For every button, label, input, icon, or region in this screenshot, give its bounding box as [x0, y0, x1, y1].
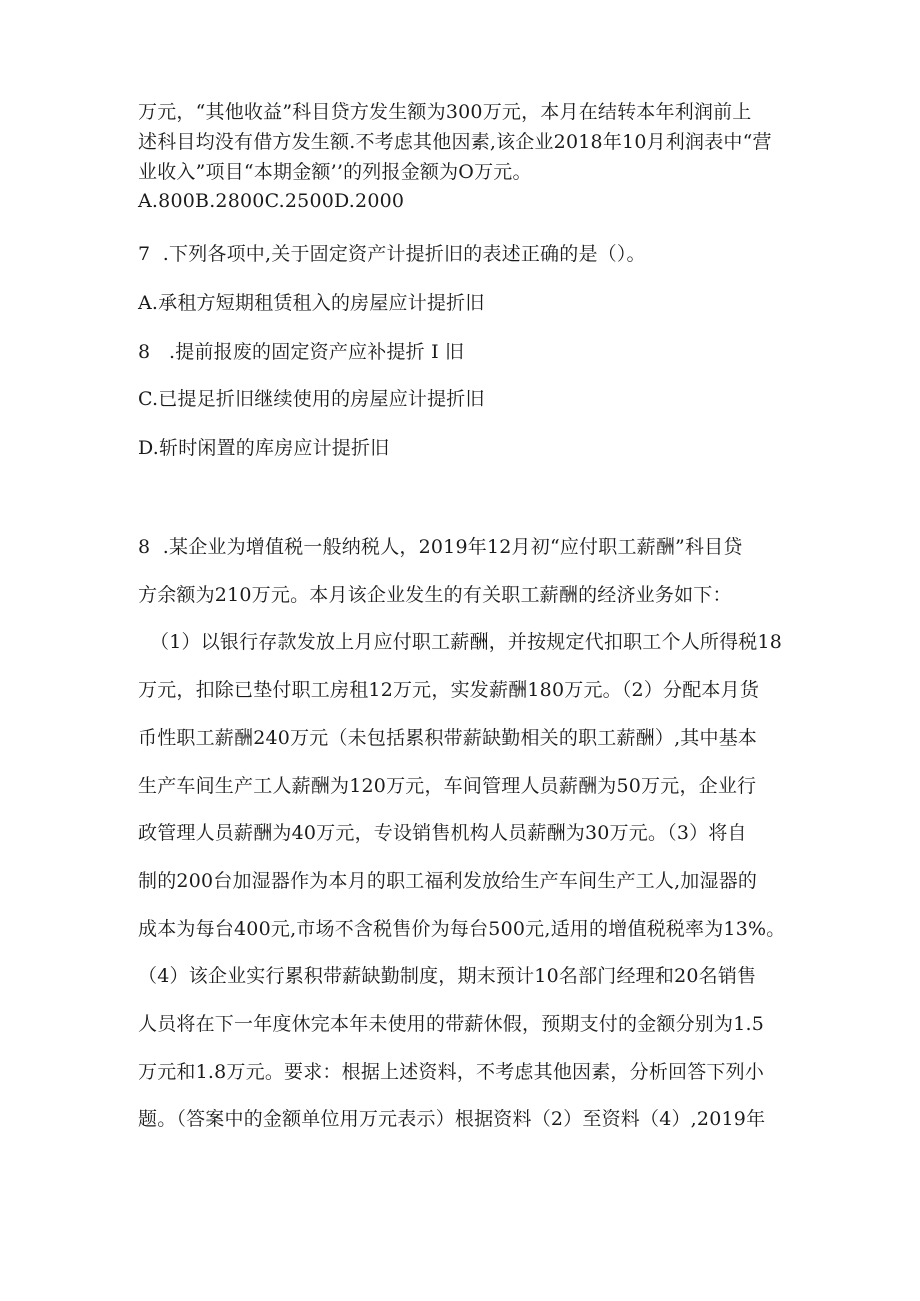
question-8-line-4: 万元，扣除已垫付职工房租12万元，实发薪酬180万元。（2）分配本月货: [138, 679, 760, 701]
question-8-line-9: 成本为每台400元,市场不含税售价为每台500元,适用的增值税税率为13%。: [138, 918, 786, 940]
question-8-line-10: （4）该企业实行累积带薪缺勤制度，期末预计10名部门经理和20名销售: [138, 965, 757, 987]
question-8-line-1: 8 .某企业为增值税一般纳税人，2019年12月初“应付职工薪酬”科目贷: [138, 536, 743, 558]
question-7-stem: 7 .下列各项中,关于固定资产计提折旧的表述正确的是（）。: [138, 243, 646, 265]
intro-line-2: 述科目均没有借方发生额.不考虑其他因素,该企业2018年10月利润表中“营: [138, 131, 772, 153]
intro-line-3: 业收入”项目“本期金额’’的列报金额为O万元。: [138, 161, 532, 183]
question-8-line-2: 方余额为210万元。本月该企业发生的有关职工薪酬的经济业务如下：: [138, 584, 732, 606]
question-8-line-7: 政管理人员薪酬为40万元，专设销售机构人员薪酬为30万元。（3）将自: [138, 822, 747, 844]
question-8-line-8: 制的200台加湿器作为本月的职工福利发放给生产车间生产工人,加湿器的: [138, 870, 758, 892]
question-8-line-11: 人员将在下一年度休完本年未使用的带薪休假，预期支付的金额分别为1.5: [138, 1013, 765, 1035]
question-8-line-12: 万元和1.8万元。要求：根据上述资料，不考虑其他因素，分析回答下列小: [138, 1061, 765, 1083]
question-7-option-d: D.斩时闲置的库房应计提折旧: [138, 437, 390, 459]
question-8-line-13: 题。（答案中的金额单位用万元表示）根据资料（2）至资料（4）,2019年: [138, 1108, 766, 1130]
question-7-option-b: 8 .提前报废的固定资产应补提折 I 旧: [138, 341, 465, 363]
question-7-option-a: A.承租方短期租赁租入的房屋应计提折旧: [138, 292, 485, 314]
question-7-option-c: C.已提足折旧继续使用的房屋应计提折旧: [138, 388, 485, 410]
question-8-line-5: 币性职工薪酬240万元（未包括累积带薪缺勤相关的职工薪酬）,其中基本: [138, 727, 758, 749]
question-8-line-3: （1）以银行存款发放上月应付职工薪酬，并按规定代扣职工个人所得税18: [150, 631, 783, 653]
intro-options: A.800B.2800C.2500D.2000: [138, 190, 405, 212]
question-8-line-6: 生产车间生产工人薪酬为120万元，车间管理人员薪酬为50万元，企业行: [138, 775, 757, 797]
intro-line-1: 万元，“其他收益”科目贷方发生额为300万元，本月在结转本年利润前上: [138, 101, 752, 123]
